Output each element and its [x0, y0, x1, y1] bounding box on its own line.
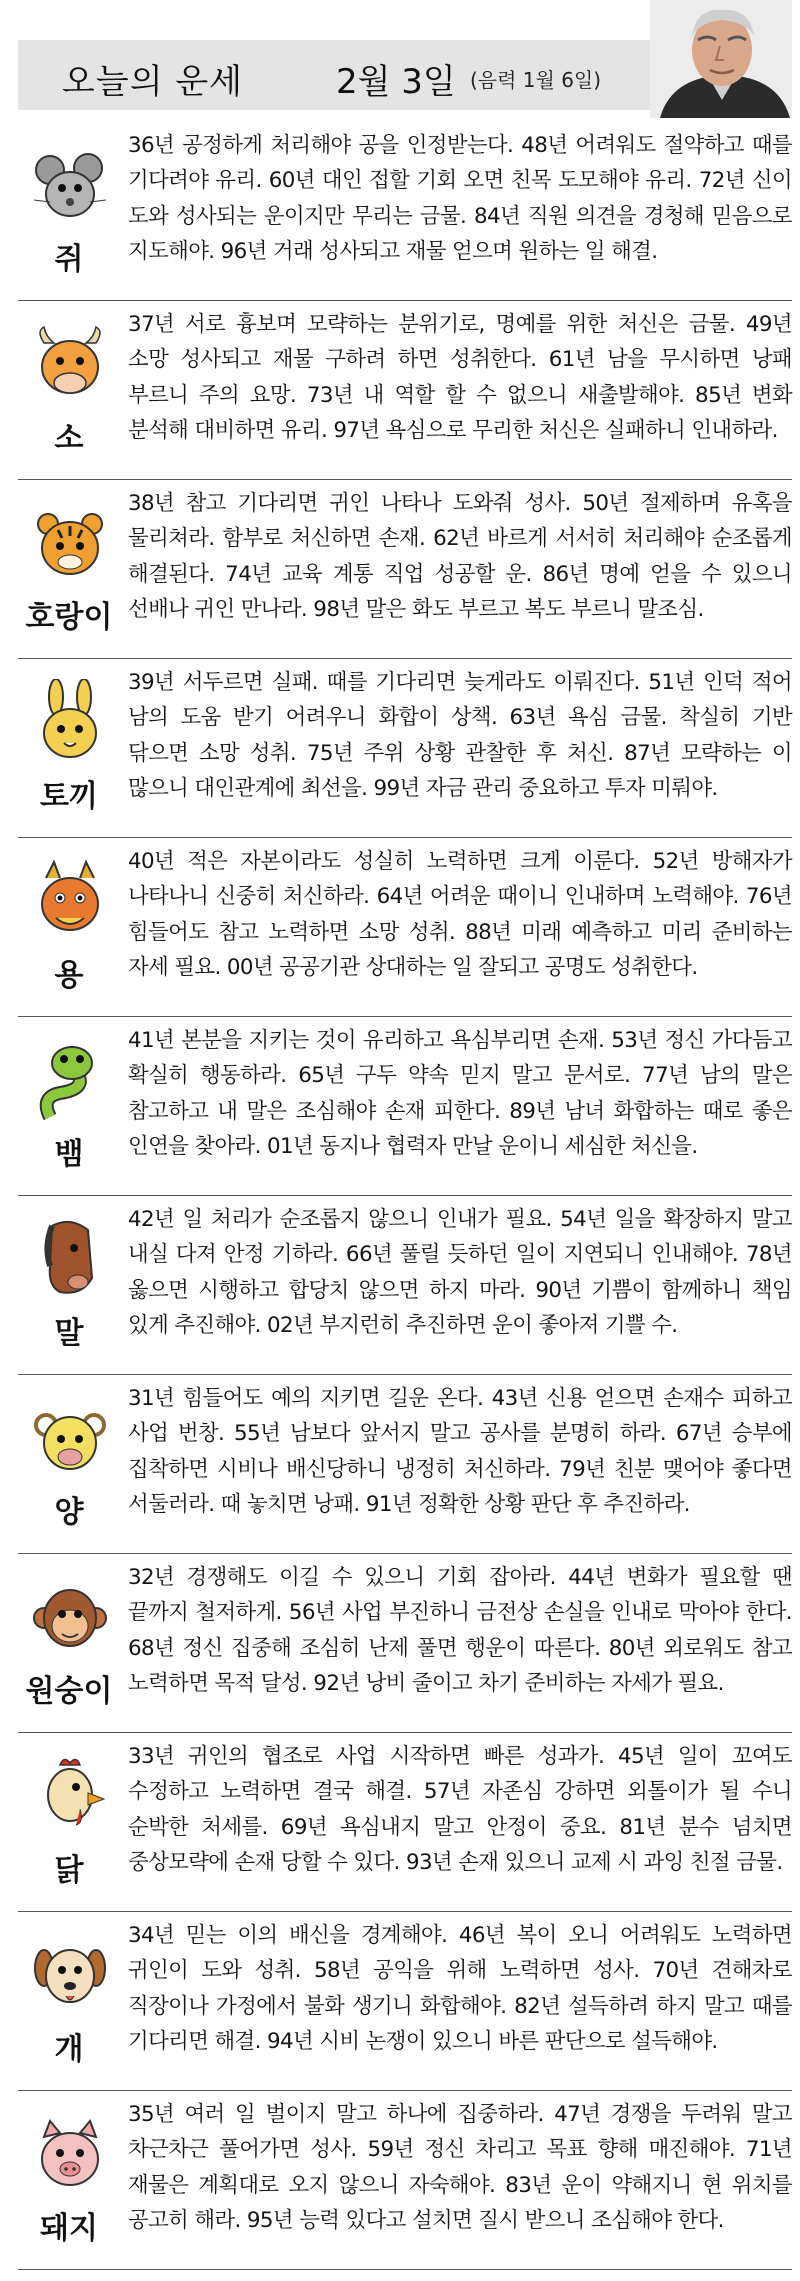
- zodiac-row-dragon: [18, 838, 792, 1017]
- zodiac-name: 뱀: [54, 1137, 84, 1172]
- zodiac-name: 닭: [54, 1853, 84, 1888]
- zodiac-name: 돼지: [40, 2211, 98, 2246]
- zodiac-name: 용: [54, 958, 84, 993]
- fortune-text: 36년 공정하게 처리해야 공을 인정받는다. 48년 어려워도 절약하고 때를 기다려야 유리. 60년 대인 접할 기회 오면 친목 도모해야 유리. 72년 신이 도와 성사되는 운이지만 무리는 금물. 84년 직원 의견을 경청해 믿음으로 지도해야. 96년 거래 성사되고 재물 얻으며 원하는 일 해결.: [128, 133, 792, 264]
- zodiac-row-rooster: [18, 1733, 792, 1912]
- zodiac-name: 토끼: [40, 779, 98, 814]
- zodiac-row-dog: [18, 1912, 792, 2091]
- date-label: 2월 3일: [336, 62, 456, 102]
- fortune-text: 31년 힘들어도 예의 지키면 길운 온다. 43년 신용 얻으면 손재수 피하고 사업 번창. 55년 남보다 앞서지 말고 공사를 분명히 하라. 67년 승부에 집착하면 시비나 배신당하니 냉정히 처신하라. 79년 친분 맺어야 좋다면 서둘러라. 때 놓치면 낭패. 91년 정확한 상황 판단 후 추진하라.: [128, 1386, 792, 1517]
- zodiac-row-ox: [18, 301, 792, 480]
- dragon-icon: [30, 858, 110, 944]
- zodiac-row-tiger: [18, 480, 792, 659]
- fortune-text: 42년 일 처리가 순조롭지 않으니 인내가 필요. 54년 일을 확장하지 말고 내실 다져 안정 기하라. 66년 풀릴 듯하던 일이 지연되니 인내해야. 78년 옳으면 시행하고 합당치 않으면 하지 마라. 90년 기쁨이 함께하니 책임 있게 추진해야. 02년 부지런히 추진하면 운이 좋아져 기쁠 수.: [128, 1207, 792, 1338]
- page-title: 오늘의 운세: [62, 62, 244, 102]
- fortune-text: 34년 믿는 이의 배신을 경계해야. 46년 복이 오니 어려워도 노력하면 귀인이 도와 성취. 58년 공익을 위해 노력하면 성사. 70년 견해차로 직장이나 가정에서 불화 생기니 화합해야. 82년 설득하려 하지 말고 때를 기다리면 해결. 94년 시비 논쟁이 있으니 바른 판단으로 설득해야.: [128, 1923, 792, 2054]
- fortune-text: 37년 서로 흉보며 모략하는 분위기로, 명예를 위한 처신은 금물. 49년 소망 성사되고 재물 구하려 하면 성취한다. 61년 남을 무시하면 낭패 부르니 주의 요망. 73년 내 역할 할 수 없으니 새출발해야. 85년 변화 분석해 대비하면 유리. 97년 욕심으로 무리한 처신은 실패하니 인내하라.: [128, 312, 792, 443]
- fortune-text: 35년 여러 일 벌이지 말고 하나에 집중하라. 47년 경쟁을 두려워 말고 차근차근 풀어가면 성사. 59년 정신 차리고 목표 향해 매진해야. 71년 재물은 계획대로 오지 않으니 자숙해야. 83년 운이 약해지니 현 위치를 공고히 해라. 95년 능력 있다고 설치면 질시 받으니 조심해야 한다.: [128, 2102, 792, 2233]
- tiger-icon: [30, 500, 110, 586]
- ox-icon: [30, 321, 110, 407]
- fortune-teller-portrait: [650, 0, 792, 118]
- rooster-icon: [30, 1753, 110, 1839]
- zodiac-name: 쥐: [54, 242, 84, 277]
- zodiac-row-rabbit: [18, 659, 792, 838]
- sheep-icon: [30, 1395, 110, 1481]
- snake-icon: [30, 1037, 110, 1123]
- rat-icon: [30, 142, 110, 228]
- zodiac-row-rat: [18, 122, 792, 301]
- zodiac-row-horse: [18, 1196, 792, 1375]
- fortune-text: 32년 경쟁해도 이길 수 있으니 기회 잡아라. 44년 변화가 필요할 땐 끝까지 철저하게. 56년 사업 부진하니 금전상 손실을 인내로 막아야 한다. 68년 정신 집중해 조심히 난제 풀면 행운이 따른다. 80년 외로워도 참고 노력하면 목적 달성. 92년 낭비 줄이고 차기 준비하는 자세가 필요.: [128, 1565, 792, 1696]
- lunar-date-label: (음력 1월 6일): [470, 68, 602, 92]
- fortune-text: 41년 본분을 지키는 것이 유리하고 욕심부리면 손재. 53년 정신 가다듬고 확실히 행동하라. 65년 구두 약속 믿지 말고 문서로. 77년 남의 말은 참고하고 내 말은 조심해야 손재 피한다. 89년 남녀 화합하는 때로 좋은 인연을 찾아라. 01년 동지나 협력자 만날 운이니 세심한 처신을.: [128, 1028, 792, 1159]
- fortune-text: 33년 귀인의 협조로 사업 시작하면 빠른 성과가. 45년 일이 꼬여도 수정하고 노력하면 결국 해결. 57년 자존심 강하면 외톨이가 될 수니 순박한 처세를. 69년 욕심내지 말고 안정이 중요. 81년 분수 넘치면 중상모략에 손재 당할 수 있다. 93년 손재 있으니 교제 시 과잉 친절 금물.: [128, 1744, 792, 1875]
- zodiac-row-pig: [18, 2091, 792, 2270]
- dog-icon: [30, 1932, 110, 2018]
- zodiac-row-sheep: [18, 1375, 792, 1554]
- rabbit-icon: [30, 679, 110, 765]
- zodiac-name: 말: [54, 1316, 84, 1351]
- horse-icon: [30, 1216, 110, 1302]
- zodiac-name: 호랑이: [25, 600, 113, 635]
- zodiac-name: 양: [54, 1495, 84, 1530]
- pig-icon: [30, 2111, 110, 2197]
- zodiac-row-snake: [18, 1017, 792, 1196]
- zodiac-row-monkey: [18, 1554, 792, 1733]
- zodiac-name: 개: [54, 2032, 84, 2067]
- fortune-text: 40년 적은 자본이라도 성실히 노력하면 크게 이룬다. 52년 방해자가 나타나니 신중히 처신하라. 64년 어려운 때이니 인내하며 노력해야. 76년 힘들어도 참고 노력하면 소망 성취. 88년 미래 예측하고 미리 준비하는 자세 필요. 00년 공공기관 상대하는 일 잘되고 공명도 성취한다.: [128, 849, 792, 980]
- zodiac-name: 소: [54, 421, 84, 456]
- fortune-text: 39년 서두르면 실패. 때를 기다리면 늦게라도 이뤄진다. 51년 인덕 적어 남의 도움 받기 어려우니 화합이 상책. 63년 욕심 금물. 착실히 기반 닦으면 소망 성취. 75년 주위 상황 관찰한 후 처신. 87년 모략하는 이 많으니 대인관계에 최선을. 99년 자금 관리 중요하고 투자 미뤄야.: [128, 670, 792, 801]
- fortune-text: 38년 참고 기다리면 귀인 나타나 도와줘 성사. 50년 절제하며 유혹을 물리쳐라. 함부로 처신하면 손재. 62년 바르게 서서히 처리해야 순조롭게 해결된다. 74년 교육 계통 직업 성공할 운. 86년 명예 얻을 수 있으니 선배나 귀인 만나라. 98년 말은 화도 부르고 복도 부르니 말조심.: [128, 491, 792, 622]
- monkey-icon: [30, 1574, 110, 1660]
- zodiac-name: 원숭이: [25, 1674, 113, 1709]
